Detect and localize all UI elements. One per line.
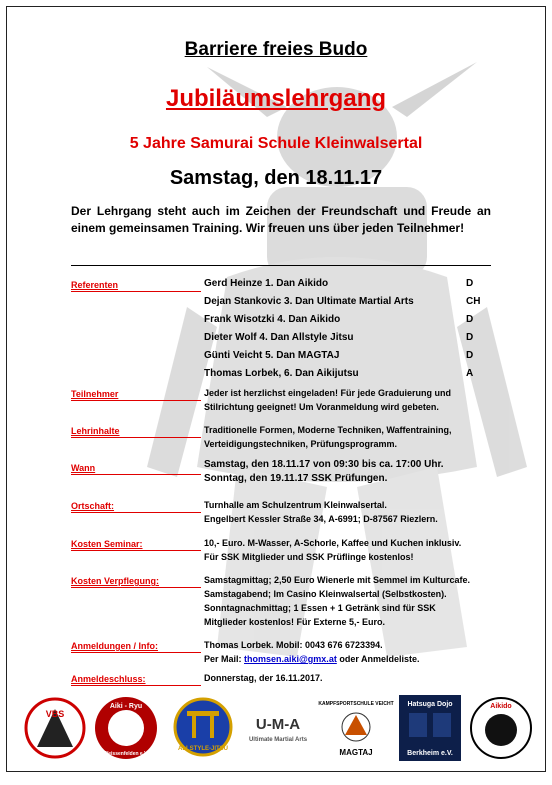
kosten-seminar-label: Kosten Seminar: (71, 539, 201, 551)
referent-name: Gerd Heinze 1. Dan Aikido (204, 278, 329, 289)
referent-country: D (466, 332, 474, 343)
referenten-label: Referenten (71, 280, 201, 292)
teilnehmer-text (204, 386, 494, 414)
referent-row (204, 367, 494, 381)
teilnehmer-line: Stilrichtung geeignet! Um Voranmeldung wird gebeten. (204, 402, 439, 412)
ortschaft-line: Engelbert Kessler Straße 34, A-6991; D-87567 Riezlern. (204, 514, 438, 524)
ortschaft-label: Ortschaft: (71, 501, 201, 513)
aiki-ryu-bottom-text: Weissenfelden e.V. (103, 751, 149, 757)
ortschaft-line: Turnhalle am Schulzentrum Kleinwalsertal. (204, 500, 387, 510)
aiki-ryu-logo (93, 695, 159, 761)
subheadline: 5 Jahre Samurai Schule Kleinwalsertal (129, 135, 423, 152)
aikido-logo (469, 695, 533, 761)
kosten-seminar-text (204, 536, 494, 564)
email-link[interactable]: thomsen.aiki@gmx.at (244, 654, 337, 664)
kosten-verpflegung-line: Mitglieder kostenlos! Für Externe 5,- Euro. (204, 617, 386, 627)
hatsuga-top-text: Hatsuga Dojo (407, 701, 453, 708)
referent-name: Günti Veicht 5. Dan MAGTAJ (204, 350, 340, 361)
referent-country: D (466, 314, 474, 325)
lehrinhalte-label: Lehrinhalte (71, 426, 201, 438)
referent-row (204, 313, 494, 327)
kosten-verpflegung-line: Samstagabend; Im Casino Kleinwalsertal (Selbstkosten). (204, 589, 447, 599)
kosten-verpflegung-label: Kosten Verpflegung: (71, 576, 201, 588)
mail-suffix: oder Anmeldeliste. (336, 654, 420, 664)
flyer-page (6, 6, 546, 772)
aikido-text: Aikido (490, 703, 512, 710)
vbs-logo (25, 695, 85, 761)
headline: Jubiläumslehrgang (165, 85, 387, 112)
magtaj-arc-text: KAMPFSPORTSCHULE VEICHT (318, 701, 394, 707)
ortschaft-text (204, 498, 494, 526)
anmeldeschluss-value: Donnerstag, der 16.11.2017. (204, 673, 323, 683)
referent-row (204, 331, 494, 345)
anmeldungen-label: Anmeldungen / Info: (71, 641, 201, 653)
hatsuga-dojo-logo (399, 695, 461, 761)
magtaj-logo (318, 695, 394, 761)
uma-logo (240, 695, 316, 761)
teilnehmer-label: Teilnehmer (71, 389, 201, 401)
wann-label: Wann (71, 463, 201, 475)
lehrinhalte-text (204, 423, 494, 451)
referent-name: Frank Wisotzki 4. Dan Aikido (204, 314, 341, 325)
referent-country: D (466, 278, 474, 289)
aiki-ryu-top-text: Aiki - Ryu (109, 703, 143, 710)
referent-row (204, 277, 494, 291)
kosten-verpflegung-line: Sonntagnachmittag; 1 Essen + 1 Getränk sind für SSK (204, 603, 436, 613)
referent-name: Dieter Wolf 4. Dan Allstyle Jitsu (204, 332, 354, 343)
anmeldeschluss-label: Anmeldeschluss: (71, 674, 201, 686)
event-title: Barriere freies Budo (184, 39, 368, 60)
magtaj-text: MAGTAJ (339, 748, 373, 757)
anmeldungen-text (204, 638, 494, 666)
intro-text: Der Lehrgang steht auch im Zeichen der Freundschaft und Freude an einem gemeinsamen Training. Wir freuen uns über jeden Teilnehmer! (71, 204, 491, 235)
hatsuga-bottom-text: Berkheim e.V. (407, 750, 453, 757)
teilnehmer-line: Jeder ist herzlichst eingeladen! Für jede Graduierung und (204, 388, 452, 398)
referent-country: D (466, 350, 474, 361)
referent-name: Thomas Lorbek, 6. Dan Aikijutsu (204, 368, 359, 379)
anmeldungen-mail-line (204, 652, 494, 666)
referent-country: CH (466, 296, 481, 307)
referent-country: A (466, 368, 474, 379)
lehrinhalte-line: Traditionelle Formen, Moderne Techniken, Waffentraining, (204, 425, 452, 435)
kosten-verpflegung-text (204, 573, 494, 629)
date-line: Samstag, den 18.11.17 (169, 167, 383, 189)
vbs-text: VBS (45, 709, 65, 719)
anmeldungen-line: Thomas Lorbek. Mobil: 0043 676 6723394. (204, 640, 383, 650)
mail-prefix: Per Mail: (204, 654, 245, 664)
lehrinhalte-line: Verteidigungstechniken, Prüfungsprogramm. (204, 439, 398, 449)
wann-text (204, 458, 494, 486)
uma-subtitle: Ultimate Martial Arts (248, 737, 308, 743)
kosten-seminar-line: 10,- Euro. M-Wasser, A-Schorle, Kaffee und Kuchen inklusiv. (204, 538, 462, 548)
uma-title: U-M-A (255, 716, 301, 733)
kosten-seminar-line: Für SSK Mitglieder und SSK Prüflinge kostenlos! (204, 552, 414, 562)
allstyle-jitsu-logo (173, 695, 233, 761)
wann-line: Sonntag, den 19.11.17 SSK Prüfungen. (204, 473, 388, 484)
referent-name: Dejan Stankovic 3. Dan Ultimate Martial Arts (204, 296, 414, 307)
logo-row (25, 695, 535, 761)
divider (71, 265, 491, 266)
referent-row (204, 349, 494, 363)
kosten-verpflegung-line: Samstagmittag; 2,50 Euro Wienerle mit Semmel im Kulturcafe. (204, 575, 470, 585)
wann-line: Samstag, den 18.11.17 von 09:30 bis ca. 17:00 Uhr. (204, 459, 444, 470)
referent-row (204, 295, 494, 309)
allstyle-text: ALLSTYLE-JITSU (177, 746, 229, 752)
